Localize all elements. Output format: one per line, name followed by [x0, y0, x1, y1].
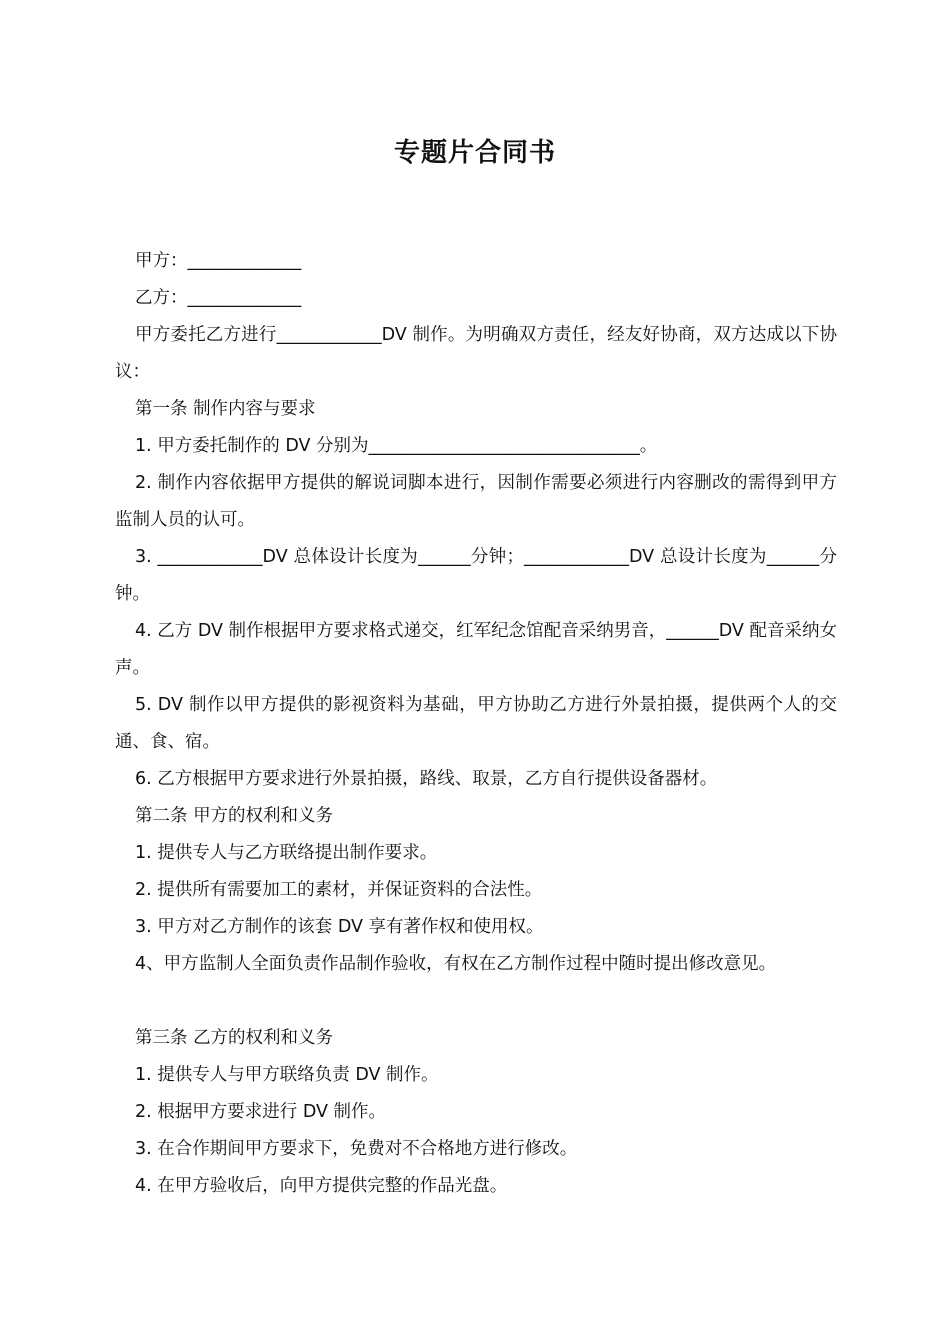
- article-3-item-2: 2. 根据甲方要求进行 DV 制作。: [135, 1102, 387, 1122]
- article-2-heading: 第二条 甲方的权利和义务: [135, 806, 334, 826]
- article-1-item-4: 4. 乙方 DV 制作根据甲方要求格式递交，红军纪念馆配音采纳男音，______DV 配音采纳女声。: [115, 621, 837, 678]
- article-1-item-1: 1. 甲方委托制作的 DV 分别为_______________________________。: [135, 436, 658, 456]
- article-2-item-1: 1. 提供专人与乙方联络提出制作要求。: [135, 843, 438, 863]
- document-body: [115, 243, 837, 1205]
- document-title: 专题片合同书: [393, 138, 556, 168]
- article-1-heading: 第一条 制作内容与要求: [135, 399, 316, 419]
- article-1-item-2: 2. 制作内容依据甲方提供的解说词脚本进行，因制作需要必须进行内容删改的需得到甲方监制人员的认可。: [115, 473, 837, 530]
- article-2-item-3: 3. 甲方对乙方制作的该套 DV 享有著作权和使用权。: [135, 917, 544, 937]
- party-a-line: 甲方：_____________: [135, 251, 302, 271]
- article-3-item-4: 4. 在甲方验收后，向甲方提供完整的作品光盘。: [135, 1176, 508, 1196]
- intro-paragraph: 甲方委托乙方进行____________DV 制作。为明确双方责任，经友好协商，双方达成以下协议：: [115, 325, 837, 382]
- article-2-item-4: 4、甲方监制人全面负责作品制作验收，有权在乙方制作过程中随时提出修改意见。: [135, 954, 777, 974]
- article-1-item-6: 6. 乙方根据甲方要求进行外景拍摄，路线、取景，乙方自行提供设备器材。: [135, 769, 718, 789]
- article-1-item-5: 5. DV 制作以甲方提供的影视资料为基础，甲方协助乙方进行外景拍摄，提供两个人的交通、食、宿。: [115, 695, 837, 752]
- article-3-item-3: 3. 在合作期间甲方要求下，免费对不合格地方进行修改。: [135, 1139, 578, 1159]
- blank-line: [115, 983, 837, 1020]
- article-2-item-2: 2. 提供所有需要加工的素材，并保证资料的合法性。: [135, 880, 543, 900]
- party-b-line: 乙方：_____________: [135, 288, 302, 308]
- article-3-item-1: 1. 提供专人与甲方联络负责 DV 制作。: [135, 1065, 439, 1085]
- article-3-heading: 第三条 乙方的权利和义务: [135, 1028, 334, 1048]
- article-1-item-3: 3. ____________DV 总体设计长度为______分钟；____________DV 总设计长度为______分钟。: [115, 547, 837, 604]
